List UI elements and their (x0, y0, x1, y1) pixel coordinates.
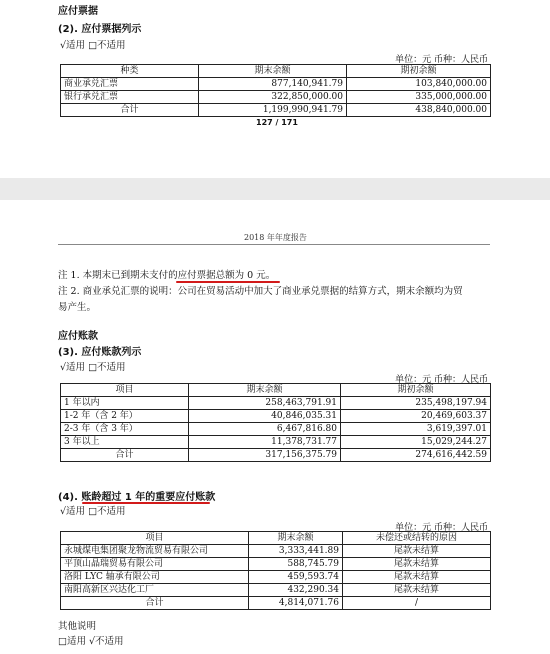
header-divider (58, 244, 490, 245)
table-row-total (61, 449, 491, 462)
page-number: 127 / 171 (256, 118, 298, 127)
note-2-line-1: 注 2. 商业承兑汇票的说明：公司在贸易活动中加大了商业承兑票据的结算方式，期末余额均为贸 (58, 286, 463, 297)
table-cell: 40,846,035.31 (189, 410, 341, 423)
table-cell: 877,140,941.79 (199, 78, 347, 91)
table-cell: / (343, 597, 491, 610)
table-row (61, 558, 491, 571)
unit-currency-label: 单位：元 币种：人民币 (395, 375, 488, 385)
page-gap (0, 178, 550, 200)
report-page-127 (0, 0, 550, 178)
page-header-title: 2018 年年度报告 (244, 233, 307, 242)
aged-payables-table (60, 531, 491, 610)
table-cell: 3,333,441.89 (249, 545, 343, 558)
table-cell: 合计 (61, 449, 189, 462)
table-cell: 322,850,000.00 (199, 91, 347, 104)
table-header-row (61, 532, 491, 545)
table-cell: 洛阳 LYC 轴承有限公司 (61, 571, 249, 584)
subsection-notes-payable-list: (2). 应付票据列示 (58, 24, 142, 35)
table-cell: 南阳高新区兴达化工厂 (61, 584, 249, 597)
applicable-checkbox-text: √适用 □不适用 (60, 506, 126, 517)
table-cell: 尾款未结算 (343, 571, 491, 584)
note-2-line-2: 易产生。 (58, 302, 97, 313)
table-cell: 商业承兑汇票 (61, 78, 199, 91)
col-header: 期初余额 (341, 384, 491, 397)
table-cell: 永城煤电集团聚龙物流贸易有限公司 (61, 545, 249, 558)
table-row (61, 91, 491, 104)
table-row-total (61, 104, 491, 117)
table-cell: 合计 (61, 597, 249, 610)
applicable-checkbox-text: √适用 □不适用 (60, 40, 126, 51)
table-cell: 银行承兑汇票 (61, 91, 199, 104)
table-row (61, 397, 491, 410)
table-cell: 尾款未结算 (343, 584, 491, 597)
table-cell: 103,840,000.00 (347, 78, 491, 91)
col-header: 期初余额 (347, 65, 491, 78)
unit-currency-label: 单位：元 币种：人民币 (395, 55, 488, 65)
section-title-accounts-payable: 应付账款 (58, 331, 98, 342)
section-title-notes-payable: 应付票据 (58, 6, 98, 17)
table-row (61, 584, 491, 597)
table-cell: 258,463,791.91 (189, 397, 341, 410)
table-cell: 588,745.79 (249, 558, 343, 571)
table-row (61, 545, 491, 558)
table-cell: 1 年以内 (61, 397, 189, 410)
table-cell: 432,290.34 (249, 584, 343, 597)
table-cell: 4,814,071.76 (249, 597, 343, 610)
table-cell: 274,616,442.59 (341, 449, 491, 462)
table-cell: 3,619,397.01 (341, 423, 491, 436)
table-cell: 尾款未结算 (343, 558, 491, 571)
table-row (61, 423, 491, 436)
col-header: 未偿还或结转的原因 (343, 532, 491, 545)
table-header-row (61, 384, 491, 397)
table-cell: 15,029,244.27 (341, 436, 491, 449)
note-1-prefix: 注 1. 本期末已到期未支付的 (58, 270, 178, 281)
table-cell: 平顶山晶瑞贸易有限公司 (61, 558, 249, 571)
col-header: 期末余额 (189, 384, 341, 397)
table-cell: 6,467,816.80 (189, 423, 341, 436)
other-notes-title: 其他说明 (58, 621, 97, 632)
col-header: 种类 (61, 65, 199, 78)
table-cell: 459,593.74 (249, 571, 343, 584)
table-cell: 335,000,000.00 (347, 91, 491, 104)
unit-currency-label: 单位：元 币种：人民币 (395, 523, 488, 533)
table-cell: 11,378,731.77 (189, 436, 341, 449)
table-cell: 合计 (61, 104, 199, 117)
note-1 (58, 267, 275, 281)
table-header-row (61, 65, 491, 78)
applicable-checkbox-text: □适用 √不适用 (58, 636, 124, 647)
notes-payable-table (60, 64, 491, 117)
applicable-checkbox-text: √适用 □不适用 (60, 362, 126, 373)
table-row (61, 571, 491, 584)
table-row-total (61, 597, 491, 610)
col-header: 项目 (61, 532, 249, 545)
subsection-accounts-payable-list: (3). 应付账款列示 (58, 347, 142, 358)
table-cell: 1-2 年（含 2 年） (61, 410, 189, 423)
table-cell: 438,840,000.00 (347, 104, 491, 117)
table-cell: 尾款未结算 (343, 545, 491, 558)
accounts-payable-aging-table (60, 383, 491, 462)
subsection-aged-payables: (4). 账龄超过 1 年的重要应付账款 (58, 492, 216, 503)
table-row (61, 78, 491, 91)
table-cell: 2-3 年（含 3 年） (61, 423, 189, 436)
table-cell: 20,469,603.37 (341, 410, 491, 423)
report-page-128 (0, 200, 550, 654)
table-cell: 235,498,197.94 (341, 397, 491, 410)
table-cell: 317,156,375.79 (189, 449, 341, 462)
table-row (61, 436, 491, 449)
col-header: 项目 (61, 384, 189, 397)
note-1-highlight: 应付票据总额为 0 元。 (177, 270, 276, 281)
table-cell: 3 年以上 (61, 436, 189, 449)
col-header: 期末余额 (249, 532, 343, 545)
table-row (61, 410, 491, 423)
col-header: 期末余额 (199, 65, 347, 78)
table-cell: 1,199,990,941.79 (199, 104, 347, 117)
